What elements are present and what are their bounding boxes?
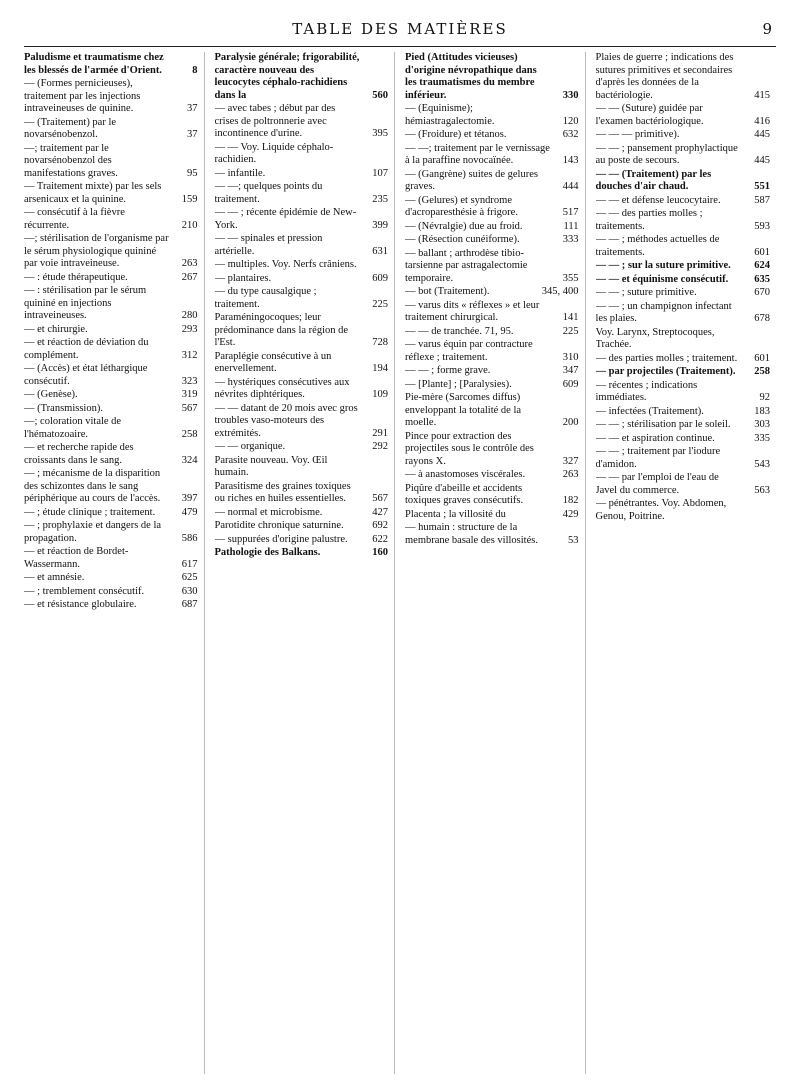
index-entry-page: 335: [754, 432, 770, 444]
index-entry-text: — (Equinisme); hémiastragalectomie.: [405, 103, 495, 127]
index-entry-page: 415: [754, 89, 770, 101]
index-entry: [596, 274, 771, 287]
index-entry-text: — et réaction de Bordet-Wassermann.: [24, 546, 129, 570]
index-entry: [215, 441, 389, 454]
index-entry-text: — (Transmission).: [24, 402, 103, 414]
index-entry-text: Paludisme et traumatisme chez les blessés de l'armée d'Orient.: [24, 52, 164, 76]
index-entry-text: — — et aspiration continue.: [595, 432, 715, 444]
index-entry-text: — et recherche rapide des croissants dans le sang.: [24, 442, 134, 466]
index-entry-page: 622: [372, 533, 388, 545]
index-entry-text: — — ; pansement prophylactique au poste de secours.: [595, 142, 738, 166]
index-entry-page: 143: [562, 155, 579, 166]
index-entry-text: — — ; traitement par l'iodure d'amidon.: [595, 446, 721, 470]
index-entry: [596, 287, 771, 300]
index-entry-page: 631: [372, 245, 388, 257]
index-entry-text: — [Plante] ; [Paralysies).: [405, 378, 512, 390]
index-entry: [405, 221, 579, 234]
index-entry: [405, 300, 579, 325]
index-entry-text: Parotidite chronique saturnine.: [214, 520, 344, 531]
index-entry: [215, 403, 389, 441]
index-entry-text: — — ; sur la suture primitive.: [595, 260, 731, 271]
index-entry: [24, 468, 198, 506]
index-entry-page: 517: [562, 207, 579, 218]
index-entry-page: 293: [181, 323, 198, 335]
index-entry: [405, 365, 579, 378]
page-title: TABLE DES MATIÈRES: [292, 20, 508, 38]
index-entry-page: 267: [181, 271, 198, 283]
index-entry: [215, 52, 389, 102]
index-entry-text: — : stérilisation par le sérum quininé en injections intraveineuses.: [24, 285, 147, 321]
index-entry-page: 444: [562, 181, 579, 192]
page-header: [24, 20, 776, 44]
index-entry-page: 303: [754, 419, 770, 430]
index-entry: [596, 260, 771, 273]
index-entry: [405, 52, 579, 102]
index-entry-page: 324: [181, 454, 198, 466]
index-entry: [215, 534, 389, 547]
index-entry-page: 194: [372, 363, 388, 374]
index-entry: [215, 351, 389, 376]
index-entry: [405, 286, 579, 299]
index-entry-text: — — ; forme grave.: [405, 365, 491, 376]
index-entry-text: —; stérilisation de l'organisme par le sérum physiologique quininé par voie intraveineuse.: [24, 233, 169, 269]
index-entry: [405, 522, 579, 547]
index-entry-text: — ; étude clinique ; traitement.: [24, 506, 156, 518]
index-entry: [24, 181, 198, 206]
index-entry-page: 37: [187, 103, 198, 114]
index-entry-page: 632: [562, 129, 579, 140]
index-entry-text: — — ; suture primitive.: [595, 287, 697, 298]
index-entry-page: 291: [372, 427, 388, 439]
index-entry-page: 416: [754, 115, 770, 127]
index-entry-text: — récentes ; indications immédiates.: [595, 379, 698, 403]
index-entry-page: 479: [181, 506, 198, 518]
index-entry: [405, 509, 579, 522]
index-entry-page: 92: [759, 392, 770, 403]
index-entry: [596, 406, 771, 419]
index-entry-page: 567: [181, 402, 198, 414]
index-entry: [405, 431, 579, 469]
index-column-2: [215, 52, 396, 1074]
index-column-1: [24, 52, 205, 1074]
index-entry: [215, 233, 389, 258]
index-entry-page: 330: [562, 89, 579, 101]
index-entry: [596, 208, 771, 233]
index-entry-page: 182: [562, 495, 579, 506]
index-entry-text: — (Résection cunéiforme).: [405, 234, 520, 245]
index-entry-page: 225: [562, 325, 579, 337]
index-entry: [405, 234, 579, 247]
index-entry-text: — et résistance globulaire.: [24, 599, 137, 610]
index-entry-page: 543: [754, 458, 770, 470]
index-entry-page: 445: [754, 155, 770, 166]
index-columns: [24, 52, 776, 1074]
index-entry: [215, 377, 389, 402]
index-entry-text: — — de tranchée. 71, 95.: [405, 325, 514, 337]
index-entry: [405, 169, 579, 194]
index-entry: [215, 547, 389, 560]
index-entry-page: 593: [754, 220, 770, 232]
index-entry-page: 678: [754, 313, 770, 324]
index-entry-text: — pénétrantes. Voy. Abdomen, Genou, Poitrine.: [595, 498, 727, 522]
index-entry-page: 395: [372, 128, 388, 139]
index-entry-text: — varus équin par contracture réflexe ; traitement.: [405, 339, 533, 363]
index-column-3: [405, 52, 586, 1074]
index-entry: [24, 599, 198, 612]
index-entry-page: 141: [562, 312, 579, 323]
index-entry-text: — (Formes pernicieuses), traitement par les injections intraveineuses de quinine.: [24, 78, 141, 114]
index-entry-text: — et chirurgie.: [24, 323, 88, 335]
index-entry: [24, 272, 198, 285]
index-entry: [215, 181, 389, 206]
index-entry: [596, 472, 771, 497]
index-entry-text: —; coloration vitale de l'hématozoaire.: [24, 416, 122, 440]
index-entry: [24, 507, 198, 520]
index-entry: [24, 337, 198, 362]
index-entry-text: — (Accès) et état léthargique consécutif.: [24, 363, 148, 387]
index-entry: [215, 312, 389, 350]
index-entry: [596, 195, 771, 208]
index-entry: [405, 248, 579, 286]
index-entry-text: — consécutif à la fièvre récurrente.: [24, 207, 125, 231]
index-entry-text: — — et défense leucocytaire.: [595, 194, 721, 206]
index-entry: [405, 129, 579, 142]
index-entry: [215, 481, 389, 506]
index-entry-page: 95: [187, 167, 198, 179]
index-entry: [215, 168, 389, 181]
index-entry: [405, 392, 579, 430]
index-entry: [215, 273, 389, 286]
index-entry: [24, 403, 198, 416]
index-entry-text: —; traitement par le novarsénobenzol des manifestations graves.: [24, 142, 118, 179]
index-entry-text: — et amnésie.: [24, 572, 85, 583]
index-entry-page: 551: [754, 181, 770, 192]
index-entry-page: 429: [562, 508, 579, 520]
index-entry-page: 624: [754, 260, 770, 271]
index-entry-text: — — par l'emploi de l'eau de Javel du commerce.: [595, 472, 719, 496]
index-entry-page: 563: [754, 484, 770, 496]
index-entry: [596, 498, 771, 523]
index-entry: [596, 169, 771, 194]
index-entry-page: 587: [754, 194, 770, 206]
index-entry-page: 200: [562, 417, 579, 428]
index-entry-text: — humain : structure de la membrane basale des villosités.: [405, 522, 538, 546]
index-entry-text: — (Genèse).: [24, 389, 78, 400]
index-entry-page: 692: [372, 520, 388, 531]
index-entry: [24, 324, 198, 337]
index-entry-text: — par projectiles (Traitement).: [595, 366, 736, 377]
index-entry-text: Pathologie des Balkans.: [214, 547, 321, 558]
header-rule: [24, 46, 776, 47]
index-entry-text: — : étude thérapeutique.: [24, 271, 128, 283]
index-entry-page: 609: [562, 378, 579, 390]
index-entry: [24, 207, 198, 232]
index-entry: [24, 586, 198, 599]
index-entry-page: 617: [181, 558, 198, 570]
index-entry-text: — — — primitive).: [595, 129, 680, 140]
index-entry: [405, 469, 579, 482]
index-entry-text: Paraplégie consécutive à un enervellement.: [214, 350, 332, 374]
index-entry-text: — — ; méthodes actuelles de traitements.: [595, 234, 720, 258]
index-entry-text: — (Froidure) et tétanos.: [405, 129, 507, 140]
index-entry-page: 120: [562, 115, 579, 127]
index-entry: [596, 327, 771, 352]
index-entry-text: — ballant ; arthrodèse tibio-tarsienne par astragalectomie temporaire.: [405, 247, 528, 284]
index-entry: [24, 78, 198, 116]
index-entry: [596, 380, 771, 405]
index-entry-text: — normal et microbisme.: [214, 506, 323, 518]
index-entry-page: 210: [181, 219, 198, 231]
index-entry-text: Parasite nouveau. Voy. Œil humain.: [214, 454, 328, 478]
index-entry-page: 630: [181, 585, 198, 597]
index-entry-text: — — des parties molles ; traitements.: [595, 208, 703, 232]
index-entry-text: — à anastomoses viscérales.: [405, 469, 526, 480]
index-entry: [215, 259, 389, 272]
index-entry-text: — bot (Traitement).: [405, 286, 490, 297]
index-entry-text: — (Gelures) et syndrome d'acroparesthésie à frigore.: [405, 194, 518, 218]
page-number: 9: [762, 20, 772, 38]
index-entry-text: Plaies de guerre ; indications des sutures primitives et secondaires d'après les données de la bactériologie.: [595, 52, 734, 101]
index-entry: [405, 339, 579, 364]
index-entry-text: — — (Suture) guidée par l'examen bactériologique.: [595, 103, 704, 127]
index-entry-text: — — (Traitement) par les douches d'air chaud.: [595, 168, 712, 192]
index-entry-text: — des parties molles ; traitement.: [595, 352, 738, 364]
index-entry: [405, 195, 579, 220]
index-entry: [596, 234, 771, 259]
index-entry-text: — (Névralgie) due au froid.: [405, 220, 523, 232]
index-entry-page: 397: [181, 493, 198, 504]
index-entry: [24, 416, 198, 441]
index-entry-page: 445: [754, 129, 770, 140]
index-entry-page: 345, 400: [541, 286, 579, 297]
index-entry-text: — — spinales et pression artérielle.: [214, 233, 323, 257]
index-entry-page: 109: [372, 389, 388, 400]
index-entry-page: 258: [754, 366, 770, 377]
index-entry: [24, 520, 198, 545]
index-entry-page: 225: [372, 298, 388, 310]
index-entry: [596, 103, 771, 128]
index-entry: [596, 366, 771, 379]
index-entry-text: — — ; un champignon infectant les plaies.: [595, 300, 732, 324]
index-entry-page: 8: [192, 64, 198, 76]
index-entry: [215, 455, 389, 480]
index-entry-page: 609: [372, 272, 388, 284]
index-entry-text: — (Traitement) par le novarsénobenzol.: [24, 116, 117, 140]
index-entry: [24, 143, 198, 181]
index-entry-text: Piqûre d'abeille et accidents toxiques graves consécutifs.: [405, 482, 524, 506]
index-entry: [405, 143, 579, 168]
index-entry-page: 625: [181, 572, 198, 583]
index-entry: [596, 353, 771, 366]
index-entry-text: — hystériques consécutives aux névrites diphtériques.: [214, 376, 350, 400]
index-entry-page: 560: [372, 89, 388, 101]
index-entry-page: 292: [372, 441, 388, 452]
index-entry: [24, 117, 198, 142]
index-entry: [215, 507, 389, 520]
index-entry-page: 687: [181, 599, 198, 610]
index-column-4: [596, 52, 777, 1074]
index-entry-text: — — Voy. Liquide céphalo-rachidien.: [214, 141, 334, 165]
index-entry-page: 263: [562, 469, 579, 480]
index-entry-text: Paralysie générale; frigorabilité, caractère nouveau des leucocytes céphalo-rachidiens dans la: [214, 52, 360, 101]
index-entry-text: — —; quelques points du traitement.: [214, 181, 323, 205]
index-entry-page: 312: [181, 349, 198, 361]
index-entry: [215, 103, 389, 141]
index-entry: [596, 301, 771, 326]
index-entry-text: — — ; stérilisation par le soleil.: [595, 419, 731, 430]
index-entry: [596, 433, 771, 446]
index-entry: [405, 103, 579, 128]
index-entry-text: Paraméningocoques; leur prédominance dans la région de l'Est.: [214, 312, 349, 348]
index-entry-page: 601: [754, 352, 770, 364]
index-entry-text: — (Gangrène) suites de gelures graves.: [405, 168, 538, 192]
index-entry-page: 728: [372, 337, 388, 348]
index-entry: [596, 129, 771, 142]
index-entry-page: 601: [754, 246, 770, 258]
index-entry-text: Placenta ; la villosité du: [405, 508, 506, 520]
index-entry-text: — — et équinisme consécutif.: [595, 273, 729, 285]
index-entry-page: 586: [181, 532, 198, 544]
index-entry-text: — infantile.: [214, 167, 266, 179]
index-entry-text: — suppurées d'origine palustre.: [214, 533, 348, 545]
index-entry-page: 280: [181, 310, 198, 321]
index-entry: [405, 483, 579, 508]
index-entry-page: 333: [562, 234, 579, 245]
index-entry-text: — — organique.: [214, 441, 286, 452]
index-entry-page: 37: [187, 129, 198, 140]
index-entry: [24, 52, 198, 77]
index-entry: [24, 389, 198, 402]
index-entry-text: — Traitement mixte) par les sels arsenicaux et la quinine.: [24, 181, 162, 205]
index-entry-page: 319: [181, 389, 198, 400]
index-entry: [24, 233, 198, 271]
index-entry-text: — infectées (Traitement).: [595, 405, 704, 417]
index-entry-text: — avec tabes ; début par des crises de poltronnerie avec incontinence d'urine.: [214, 103, 336, 139]
index-entry: [24, 442, 198, 467]
index-entry-page: 327: [562, 455, 579, 467]
index-entry-text: — — datant de 20 mois avec gros troubles vaso-moteurs des extrémités.: [214, 402, 358, 439]
index-entry: [596, 419, 771, 432]
index-entry-page: 159: [181, 193, 198, 205]
index-entry-page: 160: [372, 547, 388, 558]
index-entry-text: — et réaction de déviation du complément.: [24, 337, 149, 361]
index-entry-text: — —; traitement par le vernissage à la paraffine novocaïnée.: [405, 142, 550, 166]
index-entry: [24, 363, 198, 388]
index-entry-page: 111: [563, 220, 579, 232]
index-entry-page: 427: [372, 506, 388, 518]
index-entry: [596, 446, 771, 471]
index-entry-text: — — ; récente épidémie de New-York.: [214, 207, 357, 231]
index-entry-page: 183: [754, 405, 770, 417]
index-entry-text: Pie-mère (Sarcomes diffus) enveloppant la totalité de la moelle.: [405, 392, 522, 428]
index-entry-text: — varus dits « réflexes » et leur traitement chirurgical.: [405, 299, 540, 323]
index-entry-page: 399: [372, 219, 388, 231]
index-entry: [596, 52, 771, 102]
index-entry-page: 567: [372, 493, 388, 504]
index-entry-page: 258: [181, 428, 198, 440]
index-entry: [405, 326, 579, 339]
index-entry-text: Pince pour extraction des projectiles sous le contrôle des rayons X.: [405, 430, 534, 467]
index-entry-page: 263: [181, 258, 198, 269]
index-entry-page: 310: [562, 351, 579, 363]
index-entry-page: 323: [181, 375, 198, 387]
index-entry: [24, 285, 198, 323]
index-entry-page: 670: [754, 287, 770, 298]
index-entry-text: — ; tremblement consécutif.: [24, 585, 145, 597]
index-entry: [405, 379, 579, 392]
index-entry-text: — du type causalgique ; traitement.: [214, 286, 317, 310]
index-entry-text: Pied (Attitudes vicieuses) d'origine névropathique dans les traumatismes du membre inférieur.: [405, 52, 537, 101]
index-entry-page: 53: [568, 534, 579, 546]
index-entry-text: — plantaires.: [214, 272, 272, 284]
index-entry-text: — multiples. Voy. Nerfs crâniens.: [214, 259, 357, 270]
index-entry-page: 635: [754, 273, 770, 285]
index-entry: [596, 143, 771, 168]
index-entry: [24, 572, 198, 585]
index-entry-text: Parasitisme des graines toxiques ou riches en huiles essentielles.: [214, 480, 351, 504]
index-entry: [24, 546, 198, 571]
index-entry: [215, 142, 389, 167]
index-entry-page: 355: [562, 272, 579, 284]
index-entry: [215, 520, 389, 533]
index-entry-page: 107: [372, 167, 388, 179]
index-entry-text: — ; mécanisme de la disparition des schizontes dans le sang périphérique au cours de l'accès.: [24, 468, 161, 504]
index-entry-page: 235: [372, 193, 388, 205]
index-entry-text: — ; prophylaxie et dangers de la propagation.: [24, 520, 162, 544]
index-entry: [215, 207, 389, 232]
index-entry: [215, 286, 389, 311]
index-entry-page: 347: [562, 365, 579, 376]
index-entry-text: Voy. Larynx, Streptocoques, Trachée.: [595, 326, 715, 350]
